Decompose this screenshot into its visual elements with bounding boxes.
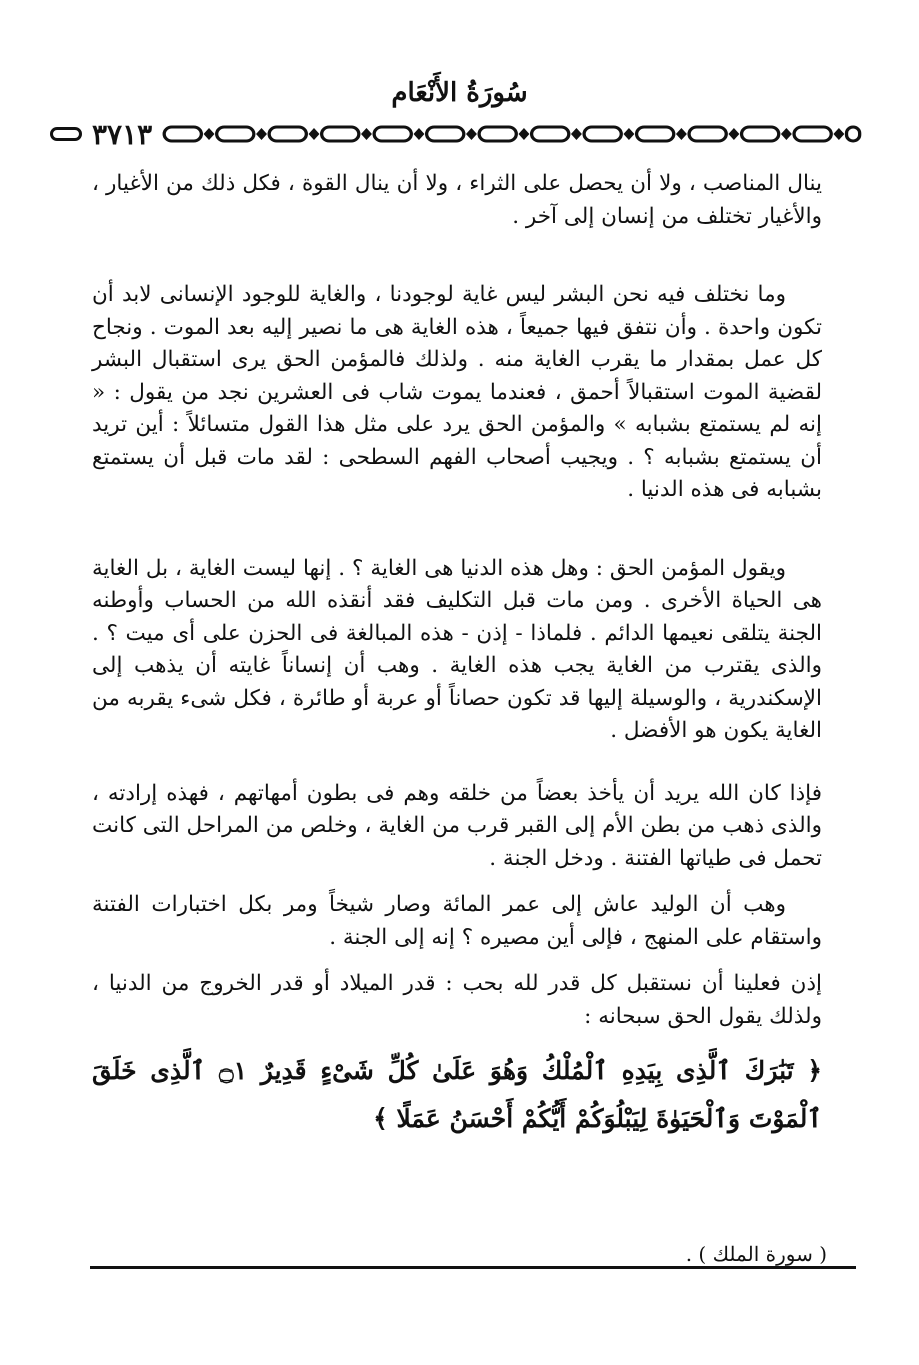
surah-title: سُورَةُ الأَنْعَام [391,78,528,108]
page-number: ٣٧١٣ [92,117,153,151]
paragraph-5: وهب أن الوليد عاش إلى عمر المائة وصار شيخاً ومر بكل اختبارات الفتنة واستقام على المنهج ، فإلى أين مصيره ؟ إنه إلى الجنة . [92,892,822,950]
paragraph-3: ويقول المؤمن الحق : وهل هذه الدنيا هى الغاية ؟ . إنها ليست الغاية ، بل الغاية هى الحياة الأخرى . ومن مات قبل التكليف فقد أنقذه الله من الحساب وأوطنه الجنة يتلقى نعيمها الدائم . فلماذا - إذن - هذه المبالغة فى الحزن على أى ميت ؟ . والذى يقترب من الغاية يجب هذه الغاية . وهب أن إنساناً غايته أن يذهب إلى الإسكندرية ، والوسيلة إليها قد تكون حصاناً أو عربة أو طائرة ، فكل شىء يقربه من الغاية يكون هو الأفضل . [92,555,822,743]
footer-rule [90,1266,856,1269]
header-ornament-rule [50,116,862,152]
paragraph-6: إذن فعلينا أن نستقبل كل قدر لله بحب : قدر الميلاد أو قدر الخروج من الدنيا ، ولذلك يقول الحق سبحانه : [92,971,822,1029]
ornament-end-left [50,127,82,141]
paragraph-2: وما نختلف فيه نحن البشر ليس غاية لوجودنا ، والغاية للوجود الإنسانى لابد أن تكون واحدة . وأن نتفق فيها جميعاً ، هذه الغاية هى ما نصير إليه بعد الموت . ونجاح كل عمل بمقدار ما يقرب الغاية منه . ولذلك فالمؤمن الحق يرى استقبال البشر لقضية الموت استقبالاً أحمق ، فعندما يموت شاب فى العشرين نجد من يقول : « إنه لم يستمتع بشبابه » والمؤمن الحق يرد على مثل هذا القول متسائلاً : أين تريد أن يستمتع بشبابه ؟ . ويجيب أصحاب الفهم السطحى : لقد مات قبل أن يستمتع بشبابه فى هذه الدنيا . [92,282,822,502]
page-body [92,168,822,1155]
quran-verse: ﴿ تَبَٰرَكَ ٱلَّذِى بِيَدِهِ ٱلْمُلْكُ وَهُوَ عَلَىٰ كُلِّ شَىْءٍ قَدِيرٌ ۝١ ٱلَّذِى خَلَقَ ٱلْمَوْتَ وَٱلْحَيَوٰةَ لِيَبْلُوَكُمْ أَيُّكُمْ أَحْسَنُ عَمَلًا ﴾ [92,1056,822,1133]
paragraph-1: ينال المناصب ، ولا أن يحصل على الثراء ، ولا أن ينال القوة ، فكل ذلك من الأغيار ، والأغيار تختلف من إنسان إلى آخر . [92,171,822,229]
paragraph-4: فإذا كان الله يريد أن يأخذ بعضاً من خلقه وهم فى بطون أمهاتهم ، فهذه إرادته ، والذى ذهب من بطن الأم إلى القبر قرب من الغاية ، وخلص من المراحل التى كانت تحمل فى طياتها الفتنة . ودخل الجنة . [92,780,822,871]
verse-source: ( سورة الملك ) . [685,1242,827,1266]
chain-ornament [162,122,862,146]
